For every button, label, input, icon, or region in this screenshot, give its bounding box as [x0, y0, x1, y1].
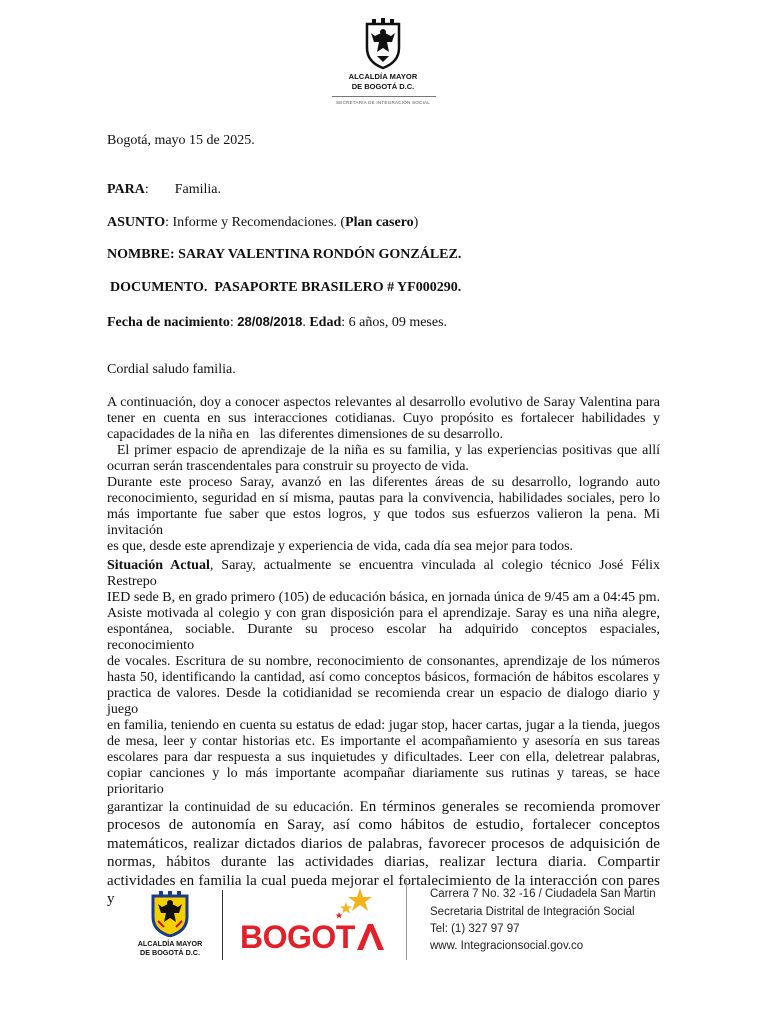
edad-label: Edad	[309, 315, 342, 330]
intro-line: es que, desde este aprendizaje y experiencia de vida, cada día sea mejor para todos.	[107, 539, 574, 554]
edad-value: 6 años, 09 meses.	[348, 315, 448, 330]
situacion-label: Situación Actual	[107, 558, 210, 573]
intro-line: reconocimiento, seguridad en sí misma, pautas para la convivencia, habilidades sociales, pero lo	[107, 491, 660, 506]
documento-line	[110, 280, 663, 296]
intro-line: El primer espacio de aprendizaje de la niña es su familia, y las experiencias positivas que allí	[107, 443, 660, 458]
footer-address: Carrera 7 No. 32 -16 / Ciudadela San Martin	[430, 888, 656, 900]
bogota-brand-text: BOGOT	[240, 919, 355, 955]
intro-line: Durante este proceso Saray, avanzó en las diferentes áreas de su desarrollo, logrando auto	[107, 475, 660, 490]
footer-divider	[222, 890, 223, 960]
header-logo	[326, 14, 440, 110]
header-secretariat: SECRETARÍA DE INTEGRACIÓN SOCIAL	[335, 100, 431, 105]
documento-text: DOCUMENTO. PASAPORTE BRASILERO # YF000290.	[110, 280, 462, 295]
asunto-bold: Plan casero	[345, 215, 414, 230]
situacion-line: IED sede B, en grado primero (105) de educación básica, en jornada única de 9/45 am a 04:45 pm.	[107, 590, 660, 605]
situacion-line	[107, 798, 660, 816]
situacion-line: copiar canciones y lo más importante acompañar diariamente sus rutinas y tareas, se hace prioritario	[107, 766, 660, 797]
header-entity-line2: DE BOGOTÁ D.C.	[351, 82, 415, 91]
footer-entity-line1: ALCALDÍA MAYOR	[137, 939, 203, 948]
asunto-close: )	[413, 215, 419, 230]
situacion-line: Asiste motivada al colegio y con gran disposición para el aprendizaje. Saray es una niña alegre,	[107, 606, 660, 621]
footer-phone: Tel: (1) 327 97 97	[430, 923, 520, 935]
asunto-value: Informe y Recomendaciones. (	[172, 215, 346, 230]
footer-entity-line2: DE BOGOTÁ D.C.	[140, 948, 200, 957]
footer-divider-2	[406, 880, 407, 960]
situacion-line: practica de valores. Desde la cotidianidad se recomienda crear un espacio de dialogo diario y juego	[107, 686, 660, 717]
footer-website[interactable]: www. Integracionsocial.gov.co	[430, 940, 584, 952]
bogota-brand-logo	[240, 919, 385, 956]
nombre-text: NOMBRE: SARAY VALENTINA RONDÓN GONZÁLEZ.	[107, 247, 462, 262]
intro-line: A continuación, doy a conocer aspectos relevantes al desarrollo evolutivo de Saray Valentina para	[107, 395, 660, 410]
intro-line: capacidades de la niña en las diferentes dimensiones de su desarrollo.	[107, 427, 504, 442]
stars-icon	[330, 888, 372, 924]
situacion-line: espontánea, sociable. Durante su proceso escolar ha adquirido conceptos espaciales, reconocimiento	[107, 622, 660, 653]
situacion-big-line: actividades en familia la cual pueda mejorar el fortalecimiento de la interacción con pares y	[107, 872, 660, 907]
situacion-line	[107, 558, 660, 590]
situacion-line: de vocales. Escritura de su nombre, reconocimiento de consonantes, aprendizaje de los números	[107, 654, 660, 669]
situacion-line: escolares para dar respuesta a sus inquietudes y dificultades. Leer con ella, deletrear palabras,	[107, 750, 660, 765]
bogota-a-glyph-icon	[355, 922, 385, 950]
situacion-paragraph	[107, 558, 660, 909]
intro-paragraph	[107, 395, 660, 555]
situacion-line-text: , Saray, actualmente se encuentra vinculada al colegio técnico José Félix Restrepo	[107, 558, 660, 589]
nombre-line	[107, 247, 660, 263]
situacion-mixed-big: En términos generales se recomienda promover	[353, 799, 660, 815]
situacion-line: de mesa, leer y contar historias etc. Es importante el acompañamiento y asesoría en sus tareas	[107, 734, 660, 749]
greeting: Cordial saludo familia.	[107, 362, 236, 377]
para-label: PARA	[107, 182, 145, 197]
para-value: Familia.	[174, 182, 222, 197]
intro-line: tener en cuenta en sus interacciones cotidianas. Cuyo propósito es fortalecer habilidades y	[107, 411, 660, 426]
fecha-line: Fecha de nacimiento: 28/08/2018. Edad: 6 años, 09 meses.	[107, 314, 448, 330]
fecha-label: Fecha de nacimiento	[107, 315, 230, 330]
footer-coat-of-arms-icon	[150, 891, 190, 937]
letter-date: Bogotá, mayo 15 de 2025.	[107, 133, 255, 148]
bogota-coat-of-arms-icon	[363, 18, 403, 70]
situacion-big-line: normas, hábitos durante las actividades diarias, realizar lectura diaria. Compartir	[107, 854, 660, 870]
header-entity-line1: ALCALDÍA MAYOR	[348, 72, 418, 81]
intro-line: ocurran serán trascendentales para construir su proyecto de vida.	[107, 459, 469, 474]
asunto-label: ASUNTO	[107, 215, 166, 230]
para-line: PARA: Familia.	[107, 182, 222, 197]
footer-secretariat: Secretaria Distrital de Integración Social	[430, 906, 635, 918]
intro-line: más importante fue saber que estos logros, y que todos sus esfuerzos valieron la pena. Mi invitación	[107, 507, 660, 538]
situacion-big-line: procesos de autonomía en Saray, así como hábitos de estudio, fortalecer conceptos	[107, 817, 660, 833]
situacion-line: en familia, teniendo en cuenta su estatus de edad: jugar stop, hacer cartas, jugar a la tienda, juegos	[107, 718, 660, 733]
asunto-line: ASUNTO: Informe y Recomendaciones. (Plan casero)	[107, 215, 419, 230]
situacion-mixed-small: garantizar la continuidad de su educación.	[107, 800, 354, 815]
situacion-big-line: matemáticos, realizar dictados diarios de palabras, favorecer procesos de adquisición de	[107, 835, 660, 852]
header-divider	[332, 96, 436, 97]
fecha-value: 28/08/2018	[237, 314, 303, 329]
situacion-line: hasta 50, identificando la cantidad, así como conceptos básicos, formación de hábitos escolares y	[107, 670, 660, 685]
